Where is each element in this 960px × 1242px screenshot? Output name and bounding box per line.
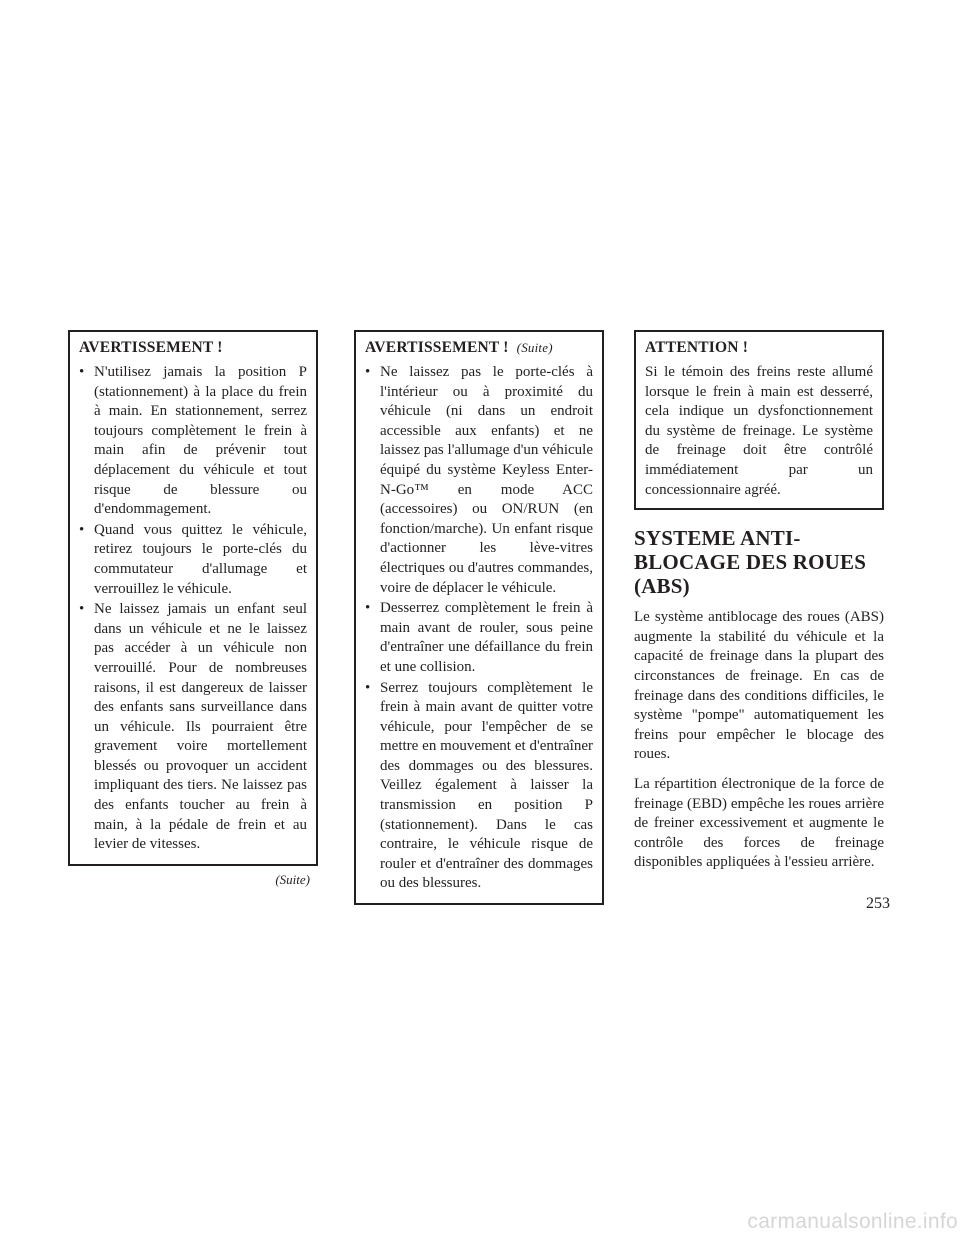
list-item-text: Serrez toujours complètement le frein à main avant de quitter votre véhicule, pour l'empêcher de se mettre en mouvement et d'entraîner des dommages ou des blessures. Veillez également à laisser la transmission en position P (stationnement). Dans le cas contraire, le véhicule risque de rouler et d'entraîner des dommages ou des blessures. xyxy=(380,679,593,892)
caution-title: ATTENTION ! xyxy=(645,339,749,356)
list-item xyxy=(365,679,593,895)
bullet-icon: • xyxy=(365,600,371,617)
column-left xyxy=(68,330,318,888)
bullet-icon: • xyxy=(365,364,371,380)
list-item xyxy=(79,521,307,599)
warning-box-1 xyxy=(68,330,318,866)
caution-box xyxy=(634,330,884,510)
body-paragraph: La répartition électronique de la force de freinage (EBD) empêche les roues arrière de freiner excessivement et augmente le contrôle des forces de freinage disponibles appliquées à l'essieu arrière. xyxy=(634,775,884,871)
list-item xyxy=(79,600,307,855)
list-item xyxy=(365,599,593,677)
bullet-icon: • xyxy=(365,679,371,696)
warning-list xyxy=(79,363,307,855)
list-item-text: Quand vous quittez le véhicule, retirez toujours le porte-clés du commutateur d'allumage et verrouillez le véhicule. xyxy=(94,521,307,597)
warning-box-2 xyxy=(354,330,604,905)
continued-label: (Suite) xyxy=(516,340,553,355)
list-item-text: Ne laissez pas le porte-clés à l'intérieur ou à proximité du véhicule (ni dans un endroit accessible aux enfants) et ne laissez pas l'allumage d'un véhicule équipé du système Keyless Enter-N-Go™ en mode ACC (accessoires) ou ON/RUN (en fonction/marche). Un enfant risque d'actionner les lève-vitres électriques ou d'autres commandes, voire de déplacer le véhicule. xyxy=(380,364,593,596)
warning-list xyxy=(365,363,593,894)
warning-title-text: AVERTISSEMENT ! xyxy=(365,339,509,356)
list-item-text: N'utilisez jamais la position P (stationnement) à la place du frein à main. En stationnement, serrez toujours complètement le frein à main afin de prévenir tout déplacement du véhicule et tout risque de blessure ou d'endommagement. xyxy=(94,364,307,518)
list-item xyxy=(365,363,593,598)
column-right xyxy=(634,330,884,883)
watermark: carmanualsonline.info xyxy=(747,1210,958,1233)
bullet-icon: • xyxy=(79,364,85,380)
list-item xyxy=(79,363,307,520)
section-heading: SYSTEME ANTI-BLOCAGE DES ROUES (ABS) xyxy=(634,526,867,599)
continued-label: (Suite) xyxy=(275,871,310,887)
page-number: 253 xyxy=(866,895,890,912)
list-item-text: Ne laissez jamais un enfant seul dans un véhicule et ne le laissez pas accéder à un véhicule non verrouillé. Pour de nombreuses raisons, il est dangereux de laisser des enfants sans surveillance dans un véhicule. Ils pourraient être gravement voire mortellement blessés ou provoquer un accident impliquant des tiers. Ne laissez pas des enfants toucher au frein à main, à la pédale de frein et au levier de vitesses. xyxy=(94,601,307,853)
warning-title xyxy=(365,338,593,358)
bullet-icon: • xyxy=(79,601,85,618)
body-paragraph: Le système antiblocage des roues (ABS) augmente la stabilité du véhicule et la capacité de freinage dans la plupart des circonstances de freinage. En cas de freinage dans des conditions difficiles, le système "pompe" automatiquement les freins pour empêcher le blocage des roues. xyxy=(634,609,884,763)
bullet-icon: • xyxy=(79,521,85,538)
list-item-text: Desserrez complètement le frein à main avant de rouler, sous peine d'entraîner une défaillance du frein et une collision. xyxy=(380,600,593,675)
warning-title: AVERTISSEMENT ! xyxy=(79,339,223,356)
caution-text: Si le témoin des freins reste allumé lorsque le frein à main est desserré, cela indique un dysfonctionnement du système de freinage. Le système de freinage doit être contrôlé immédiatement par un concessionnaire agréé. xyxy=(645,364,873,498)
column-middle xyxy=(354,330,604,905)
